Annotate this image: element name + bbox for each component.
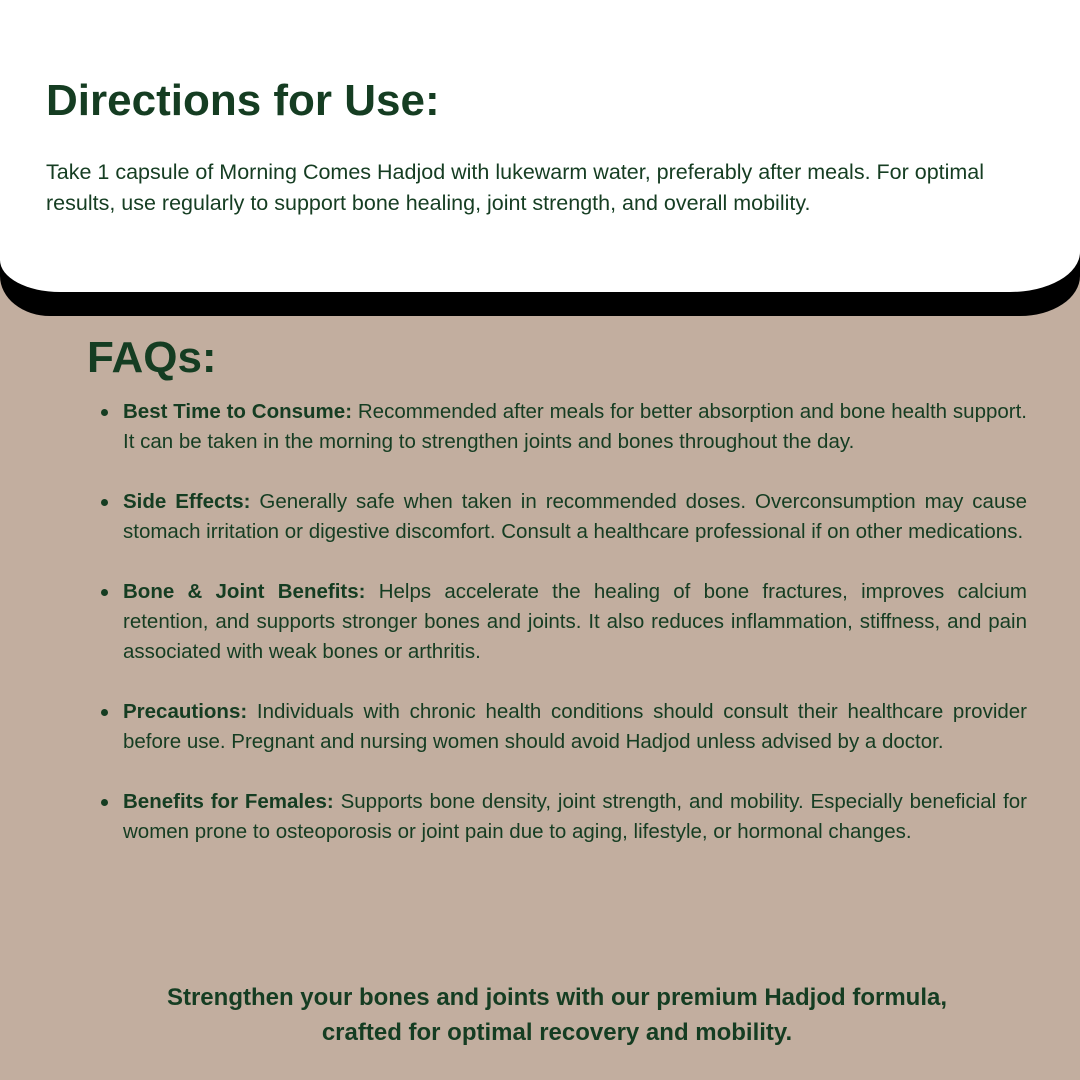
bullet-icon — [101, 409, 108, 416]
faq-item-precautions — [97, 697, 1027, 757]
faq-answer: Recommended after meals for better absorption and bone health support. It can be taken in the morning to strengthen joints and bones throughout the day. — [123, 400, 1027, 453]
bullet-icon — [101, 709, 108, 716]
faq-item-benefits-females — [97, 787, 1027, 847]
faq-answer: Generally safe when taken in recommended doses. Overconsumption may cause stomach irritation or digestive discomfort. Consult a healthcare professional if on other medications. — [123, 490, 1027, 543]
faq-list — [97, 397, 1027, 877]
faq-question: Benefits for Females: — [123, 790, 334, 813]
tagline-line-1: Strengthen your bones and joints with our premium Hadjod formula, — [166, 984, 948, 1011]
directions-text: Take 1 capsule of Morning Comes Hadjod with lukewarm water, preferably after meals. For optimal results, use regularly to support bone healing, joint strength, and overall mobility. — [46, 160, 985, 215]
bullet-icon — [101, 799, 108, 806]
tagline — [0, 980, 1080, 1050]
bullet-icon — [101, 589, 108, 596]
faq-item-bone-joint-benefits — [97, 577, 1027, 667]
faq-answer: Helps accelerate the healing of bone fractures, improves calcium retention, and supports stronger bones and joints. It also reduces inflammation, stiffness, and pain associated with weak bones or arthritis. — [123, 580, 1027, 663]
faq-question: Best Time to Consume: — [123, 400, 353, 423]
bullet-icon — [101, 499, 108, 506]
faq-question: Side Effects: — [123, 490, 251, 513]
faq-title: FAQs: — [87, 333, 217, 382]
faq-item-side-effects — [97, 487, 1027, 547]
directions-panel — [0, 0, 1080, 292]
faq-question: Precautions: — [123, 700, 248, 723]
faq-answer: Individuals with chronic health conditions should consult their healthcare provider before use. Pregnant and nursing women should avoid Hadjod unless advised by a doctor. — [123, 700, 1027, 753]
faq-question: Bone & Joint Benefits: — [123, 580, 366, 603]
tagline-line-2: crafted for optimal recovery and mobility. — [321, 1019, 793, 1046]
directions-title: Directions for Use: — [46, 76, 440, 125]
faq-item-best-time — [97, 397, 1027, 457]
faq-answer: Supports bone density, joint strength, and mobility. Especially beneficial for women prone to osteoporosis or joint pain due to aging, lifestyle, or hormonal changes. — [123, 790, 1027, 843]
